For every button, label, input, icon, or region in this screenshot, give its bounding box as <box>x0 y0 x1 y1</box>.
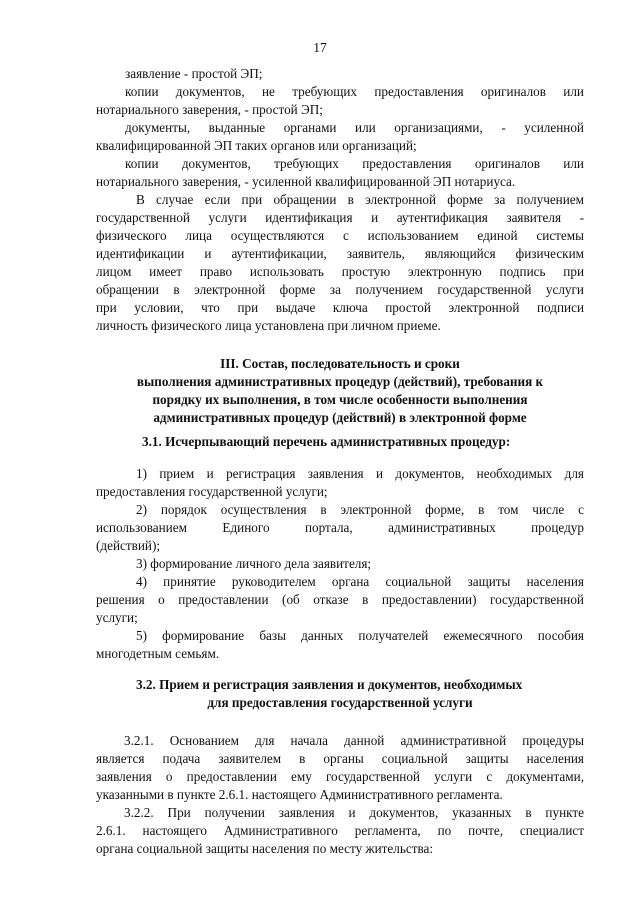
paragraph-line: 3.2.2. При получении заявления и документов, указанных в пункте <box>124 805 584 820</box>
list-line: заявление - простой ЭП; <box>125 66 263 81</box>
subsection-heading-line: для предоставления государственной услуги <box>207 695 473 710</box>
paragraph-line: при условии, что при выдаче ключа простой электронной подписи <box>96 300 584 315</box>
paragraph-line: 3.2.1. Основанием для начала данной административной процедуры <box>124 733 584 748</box>
subsection-heading-line: 3.2. Прием и регистрация заявления и документов, необходимых <box>136 677 523 692</box>
procedure-line: 2) порядок осуществления в электронной форме, в том числе с <box>136 502 584 517</box>
section-heading-line: выполнения административных процедур (действий), требования к <box>136 374 544 389</box>
paragraph-line: В случае если при обращении в электронной форме за получением <box>136 192 584 207</box>
procedure-line: (действий); <box>96 538 161 553</box>
page-number: 17 <box>313 40 327 55</box>
section-heading-line: III. Состав, последовательность и сроки <box>220 356 460 371</box>
list-line: квалифицированной ЭП таких органов или организаций; <box>96 138 417 153</box>
procedure-line: 3) формирование личного дела заявителя; <box>136 556 372 571</box>
paragraph-line: 2.6.1. настоящего Административного регламента, по почте, специалист <box>96 823 584 838</box>
procedure-line: услуги; <box>96 610 138 625</box>
subsection-heading: 3.1. Исчерпывающий перечень административных процедур: <box>142 434 511 449</box>
list-line: копии документов, не требующих предоставления оригиналов или <box>125 84 584 99</box>
paragraph-line: органа социальной защиты населения по месту жительства: <box>96 841 434 856</box>
paragraph-line: идентификации и аутентификации, заявитель, являющийся физическим <box>96 246 584 261</box>
list-line: нотариального заверения, - усиленной квалифицированной ЭП нотариуса. <box>96 174 516 189</box>
procedure-line: предоставления государственной услуги; <box>96 484 328 499</box>
paragraph-line: обращении в электронной форме за получением государственной услуги <box>96 282 584 297</box>
paragraph-line: личность физического лица установлена при личном приеме. <box>96 318 441 333</box>
procedure-line: многодетным семьям. <box>96 646 220 661</box>
procedure-line: 1) прием и регистрация заявления и документов, необходимых для <box>136 466 584 481</box>
paragraph-line: физического лица осуществляются с использованием единой системы <box>96 228 584 243</box>
section-heading-line: порядку их выполнения, в том числе особенности выполнения <box>152 392 528 407</box>
procedure-line: 5) формирование базы данных получателей ежемесячного пособия <box>136 628 584 643</box>
list-line: документы, выданные органами или организациями, - усиленной <box>125 120 584 135</box>
paragraph-line: указанными в пункте 2.6.1. настоящего Административного регламента. <box>96 787 503 802</box>
procedure-line: 4) принятие руководителем органа социальной защиты населения <box>136 574 584 589</box>
paragraph-line: государственной услуги идентификация и аутентификация заявителя - <box>96 210 584 225</box>
procedure-line: использованием Единого портала, административных процедур <box>96 520 584 535</box>
section-heading-line: административных процедур (действий) в электронной форме <box>153 410 527 425</box>
paragraph-line: является подача заявителем в органы социальной защиты населения <box>96 751 584 766</box>
list-line: нотариального заверения, - простой ЭП; <box>96 102 323 117</box>
paragraph-line: лицом имеет право использовать простую электронную подпись при <box>96 264 584 279</box>
list-line: копии документов, требующих предоставления оригиналов или <box>125 156 584 171</box>
paragraph-line: заявления о предоставлении ему государственной услуги с документами, <box>96 769 584 784</box>
procedure-line: решения о предоставлении (об отказе в предоставлении) государственной <box>96 592 584 607</box>
